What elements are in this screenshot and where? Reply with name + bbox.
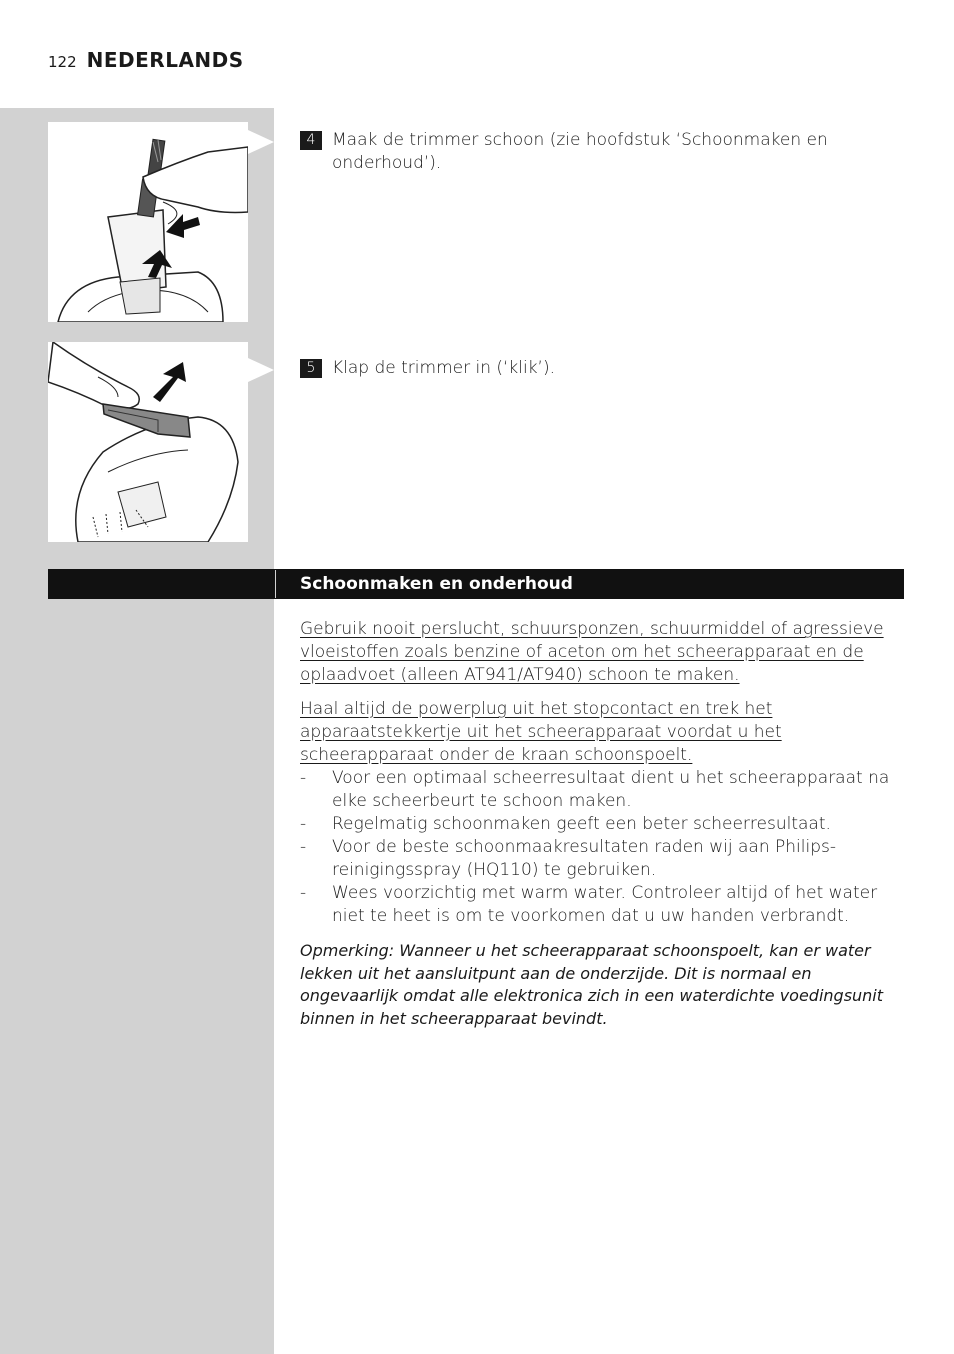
bullet-list [300,767,900,928]
language-heading: NEDERLANDS [86,48,244,72]
warning-text: Gebruik nooit perslucht, schuursponzen, schuurmiddel of agressieve vloeistoffen zoals benzine of aceton om het scheerapparaat en de oplaadvoet (alleen AT941/AT940) schoon te maken. [300,619,884,685]
list-item: - Voor de beste schoonmaakresultaten raden wij aan Philips-reinigingsspray (HQ110) te gebruiken. [300,836,900,882]
illustration-fold-trimmer [48,342,248,542]
section-content [300,618,900,1046]
illustration-brush-cleaning [48,122,248,322]
section-title: Schoonmaken en onderhoud [300,574,573,594]
step-text: Klap de trimmer in (‘klik’). [332,358,556,378]
list-item: - Regelmatig schoonmaken geeft een beter scheerresultaat. [300,813,900,836]
page-header [48,48,244,72]
step-number-badge: 4 [300,131,322,150]
step-text: Maak de trimmer schoon (zie hoofdstuk ‘Schoonmaken en onderhoud’). [332,130,828,173]
step-4 [300,129,860,175]
warning-text: Haal altijd de powerplug uit het stopcontact en trek het apparaatstekkertje uit het scheerapparaat voordat u het scheerapparaat onder de kraan schoonspoelt. [300,699,782,765]
figure-pointer [248,358,274,382]
section-heading-bar [48,569,904,599]
step-number-badge: 5 [300,359,322,378]
list-item: - Voor een optimaal scheerresultaat dient u het scheerapparaat na elke scheerbeurt te schoon maken. [300,767,900,813]
step-5 [300,357,860,380]
page-number: 122 [48,53,77,71]
note-text: Opmerking: Wanneer u het scheerapparaat schoonspoelt, kan er water lekken uit het aansluitpunt aan de onderzijde. Dit is normaal en ongevaarlijk omdat alle elektronica zich in een waterdichte voedingsunit binnen in het scheerapparaat bevindt. [300,941,884,1028]
list-item: - Wees voorzichtig met warm water. Controleer altijd of het water niet te heet is om te voorkomen dat u uw handen verbrandt. [300,882,900,928]
figure-pointer [248,130,274,154]
